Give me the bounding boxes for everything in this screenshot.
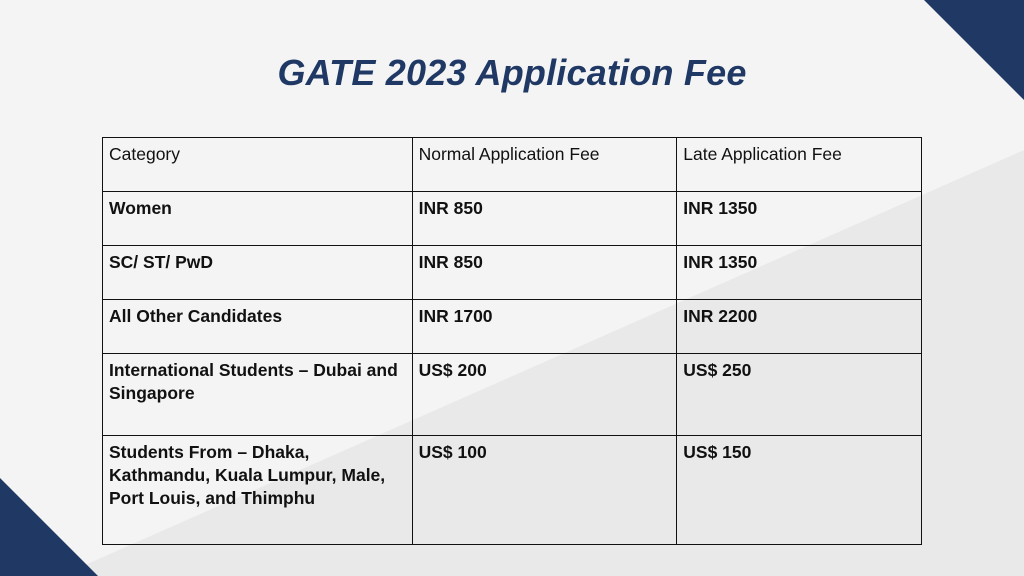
corner-decoration-bottom-left	[0, 478, 98, 576]
cell-normal-fee: INR 850	[412, 246, 677, 300]
cell-category: International Students – Dubai and Singapore	[103, 354, 413, 436]
table-row	[103, 246, 922, 300]
cell-late-fee: INR 2200	[677, 300, 922, 354]
table-row	[103, 192, 922, 246]
table-header-row	[103, 138, 922, 192]
cell-late-fee: INR 1350	[677, 246, 922, 300]
cell-category: Women	[103, 192, 413, 246]
table-row	[103, 354, 922, 436]
header-category: Category	[103, 138, 413, 192]
table-row	[103, 300, 922, 354]
cell-category: SC/ ST/ PwD	[103, 246, 413, 300]
page-title: GATE 2023 Application Fee	[277, 52, 747, 93]
fee-table	[102, 137, 922, 545]
table-row	[103, 436, 922, 545]
header-late-fee: Late Application Fee	[677, 138, 922, 192]
cell-normal-fee: US$ 200	[412, 354, 677, 436]
cell-normal-fee: INR 1700	[412, 300, 677, 354]
cell-late-fee: INR 1350	[677, 192, 922, 246]
cell-category: Students From – Dhaka, Kathmandu, Kuala Lumpur, Male, Port Louis, and Thimphu	[103, 436, 413, 545]
cell-normal-fee: US$ 100	[412, 436, 677, 545]
cell-late-fee: US$ 150	[677, 436, 922, 545]
cell-category: All Other Candidates	[103, 300, 413, 354]
header-normal-fee: Normal Application Fee	[412, 138, 677, 192]
cell-normal-fee: INR 850	[412, 192, 677, 246]
cell-late-fee: US$ 250	[677, 354, 922, 436]
